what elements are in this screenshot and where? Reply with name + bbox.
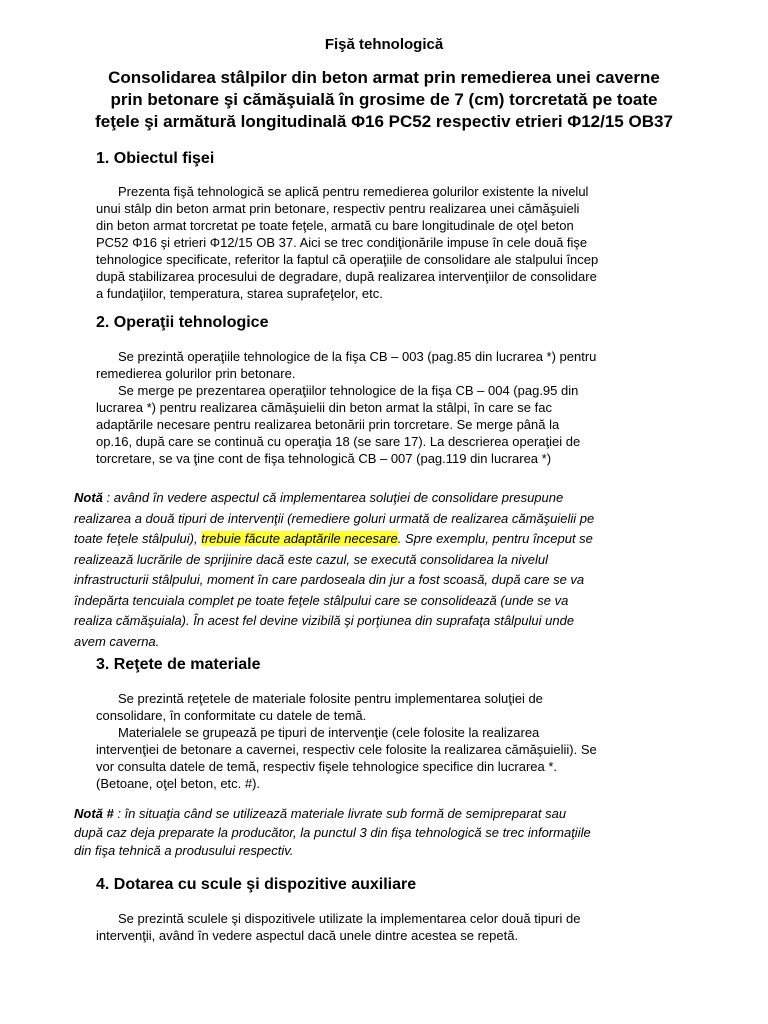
note-text: : având în vedere aspectul că implementarea soluţiei de consolidare presupune — [102, 490, 564, 505]
recipes-note — [74, 805, 722, 861]
tools-paragraph — [96, 910, 722, 944]
note-line: realizarea a două tipuri de intervenţii (remediere goluri urmată de realizarea cămăşuielii pe — [74, 510, 595, 526]
note-label: Notă # — [74, 806, 114, 821]
note-line: din fişa tehnică a produsului respectiv. — [74, 843, 294, 858]
text-line: adaptările necesare pentru realizarea betonării prin torcretare. Se merge până la — [96, 417, 560, 432]
note-text: : în situaţia când se utilizează materiale livrate sub formă de semipreparat sau — [113, 806, 567, 821]
text-line: PC52 Φ16 şi etrieri Φ12/15 OB 37. Aici se trec condiţionările impuse în cele două fişe — [96, 235, 588, 250]
highlighted-text: trebuie făcute adaptările necesare — [201, 531, 398, 546]
subtitle-line: Consolidarea stâlpilor din beton armat prin remedierea unei caverne — [108, 68, 660, 87]
recipes-paragraph-2 — [96, 724, 722, 792]
section-heading-recipes: 3. Reţete de materiale — [96, 656, 261, 673]
text-line: din beton armat torcretat pe toate feţele, armată cu bare longitudinale de oţel beton — [96, 218, 574, 233]
document-title: Fişă tehnologică — [324, 36, 444, 53]
text-line: Se prezintă operaţiile tehnologice de la fişa CB – 003 (pag.85 din lucrarea *) pentru — [118, 349, 597, 364]
note-line: realiza cămăşuiala). În acest fel devine vizibilă şi porţiunea din suprafaţa stâlpului unde — [74, 613, 575, 628]
subtitle-line: feţele şi armătură longitudinală Φ16 PC52 respectiv etrieri Φ12/15 OB37 — [95, 112, 673, 131]
text-line: lucrarea *) pentru realizarea cămăşuielii din beton armat la stâlpi, în care se fac — [96, 400, 552, 415]
text-line: unui stâlp din beton armat prin betonare, respectiv pentru realizarea unei cămăşuieli — [96, 201, 580, 216]
text-line: tehnologice specificate, referitor la faptul că operaţiile de consolidare ale stalpului încep — [96, 252, 599, 267]
operations-note — [74, 488, 722, 652]
operations-paragraph-2 — [96, 382, 722, 467]
text-line: vor consulta datele de temă, respectiv fişele tehnologice specifice din lucrarea *. — [96, 759, 558, 774]
text-line: intervenţiei de betonare a cavernei, respectiv cele folosite la realizarea cămăşuielii). Se — [96, 742, 597, 757]
document-subtitle — [40, 67, 728, 133]
subtitle-line: prin betonare şi cămăşuială în grosime de 7 (cm) torcretată pe toate — [110, 90, 658, 109]
objective-paragraph — [96, 183, 722, 302]
text-line: Materialele se grupează pe tipuri de intervenţie (cele folosite la realizarea — [118, 725, 540, 740]
text-line: Prezenta fişă tehnologică se aplică pentru remedierea golurilor existente la nivelul — [118, 184, 589, 199]
note-line — [74, 488, 722, 509]
text-line: op.16, după care se continuă cu operaţia 18 (se sare 17). La descrierea operaţiei de — [96, 434, 581, 449]
note-line: avem caverna. — [74, 633, 160, 649]
text-line: intervenţii, având în vedere aspectul dacă unele dintre acestea se repetă. — [96, 928, 519, 943]
text-line: (Betoane, oţel beton, etc. #). — [96, 776, 261, 791]
section-heading-objective: 1. Obiectul fişei — [96, 150, 215, 167]
text-line: Se prezintă sculele şi dispozitivele utilizate la implementarea celor două tipuri de — [118, 911, 581, 926]
text-line: a fundaţiilor, temperatura, starea suprafeţelor, etc. — [96, 286, 383, 301]
recipes-paragraph-1 — [96, 690, 722, 724]
note-text: toate feţele stâlpului), — [74, 531, 202, 546]
text-line: Se merge pe prezentarea operaţiilor tehnologice de la fişa CB – 004 (pag.95 din — [118, 383, 579, 398]
note-line — [74, 529, 722, 550]
note-line — [74, 805, 722, 824]
note-line: după caz deja preparate la producător, la punctul 3 din fişa tehnologică se trec informaţiile — [74, 824, 591, 840]
text-line: consolidare, în conformitate cu datele de temă. — [96, 708, 367, 723]
note-text: . Spre exemplu, pentru început se — [397, 531, 593, 546]
section-heading-operations: 2. Operaţii tehnologice — [96, 314, 269, 331]
section-heading-tools: 4. Dotarea cu scule şi dispozitive auxiliare — [96, 876, 417, 893]
text-line: Se prezintă reţetele de materiale folosite pentru implementarea soluţiei de — [118, 691, 543, 706]
note-line: îndepărta tencuiala complet pe toate feţele stâlpului care se consolidează (unde se va — [74, 592, 569, 608]
text-line: după stabilizarea procesului de degradare, după realizarea intervenţiilor de consolidare — [96, 269, 597, 284]
operations-paragraph-1 — [96, 348, 722, 382]
note-label: Notă — [74, 490, 103, 505]
text-line: remedierea golurilor prin betonare. — [96, 366, 296, 381]
note-line: realizează lucrările de sprijinire dacă este cazul, se execută consolidarea la nivelul — [74, 551, 549, 567]
text-line: torcretare, se va ţine cont de fişa tehnologică CB – 007 (pag.119 din lucrarea *) — [96, 451, 552, 466]
note-line: infrastructurii stâlpului, moment în care pardoseala din jur a fost scoasă, după care se va — [74, 572, 585, 587]
